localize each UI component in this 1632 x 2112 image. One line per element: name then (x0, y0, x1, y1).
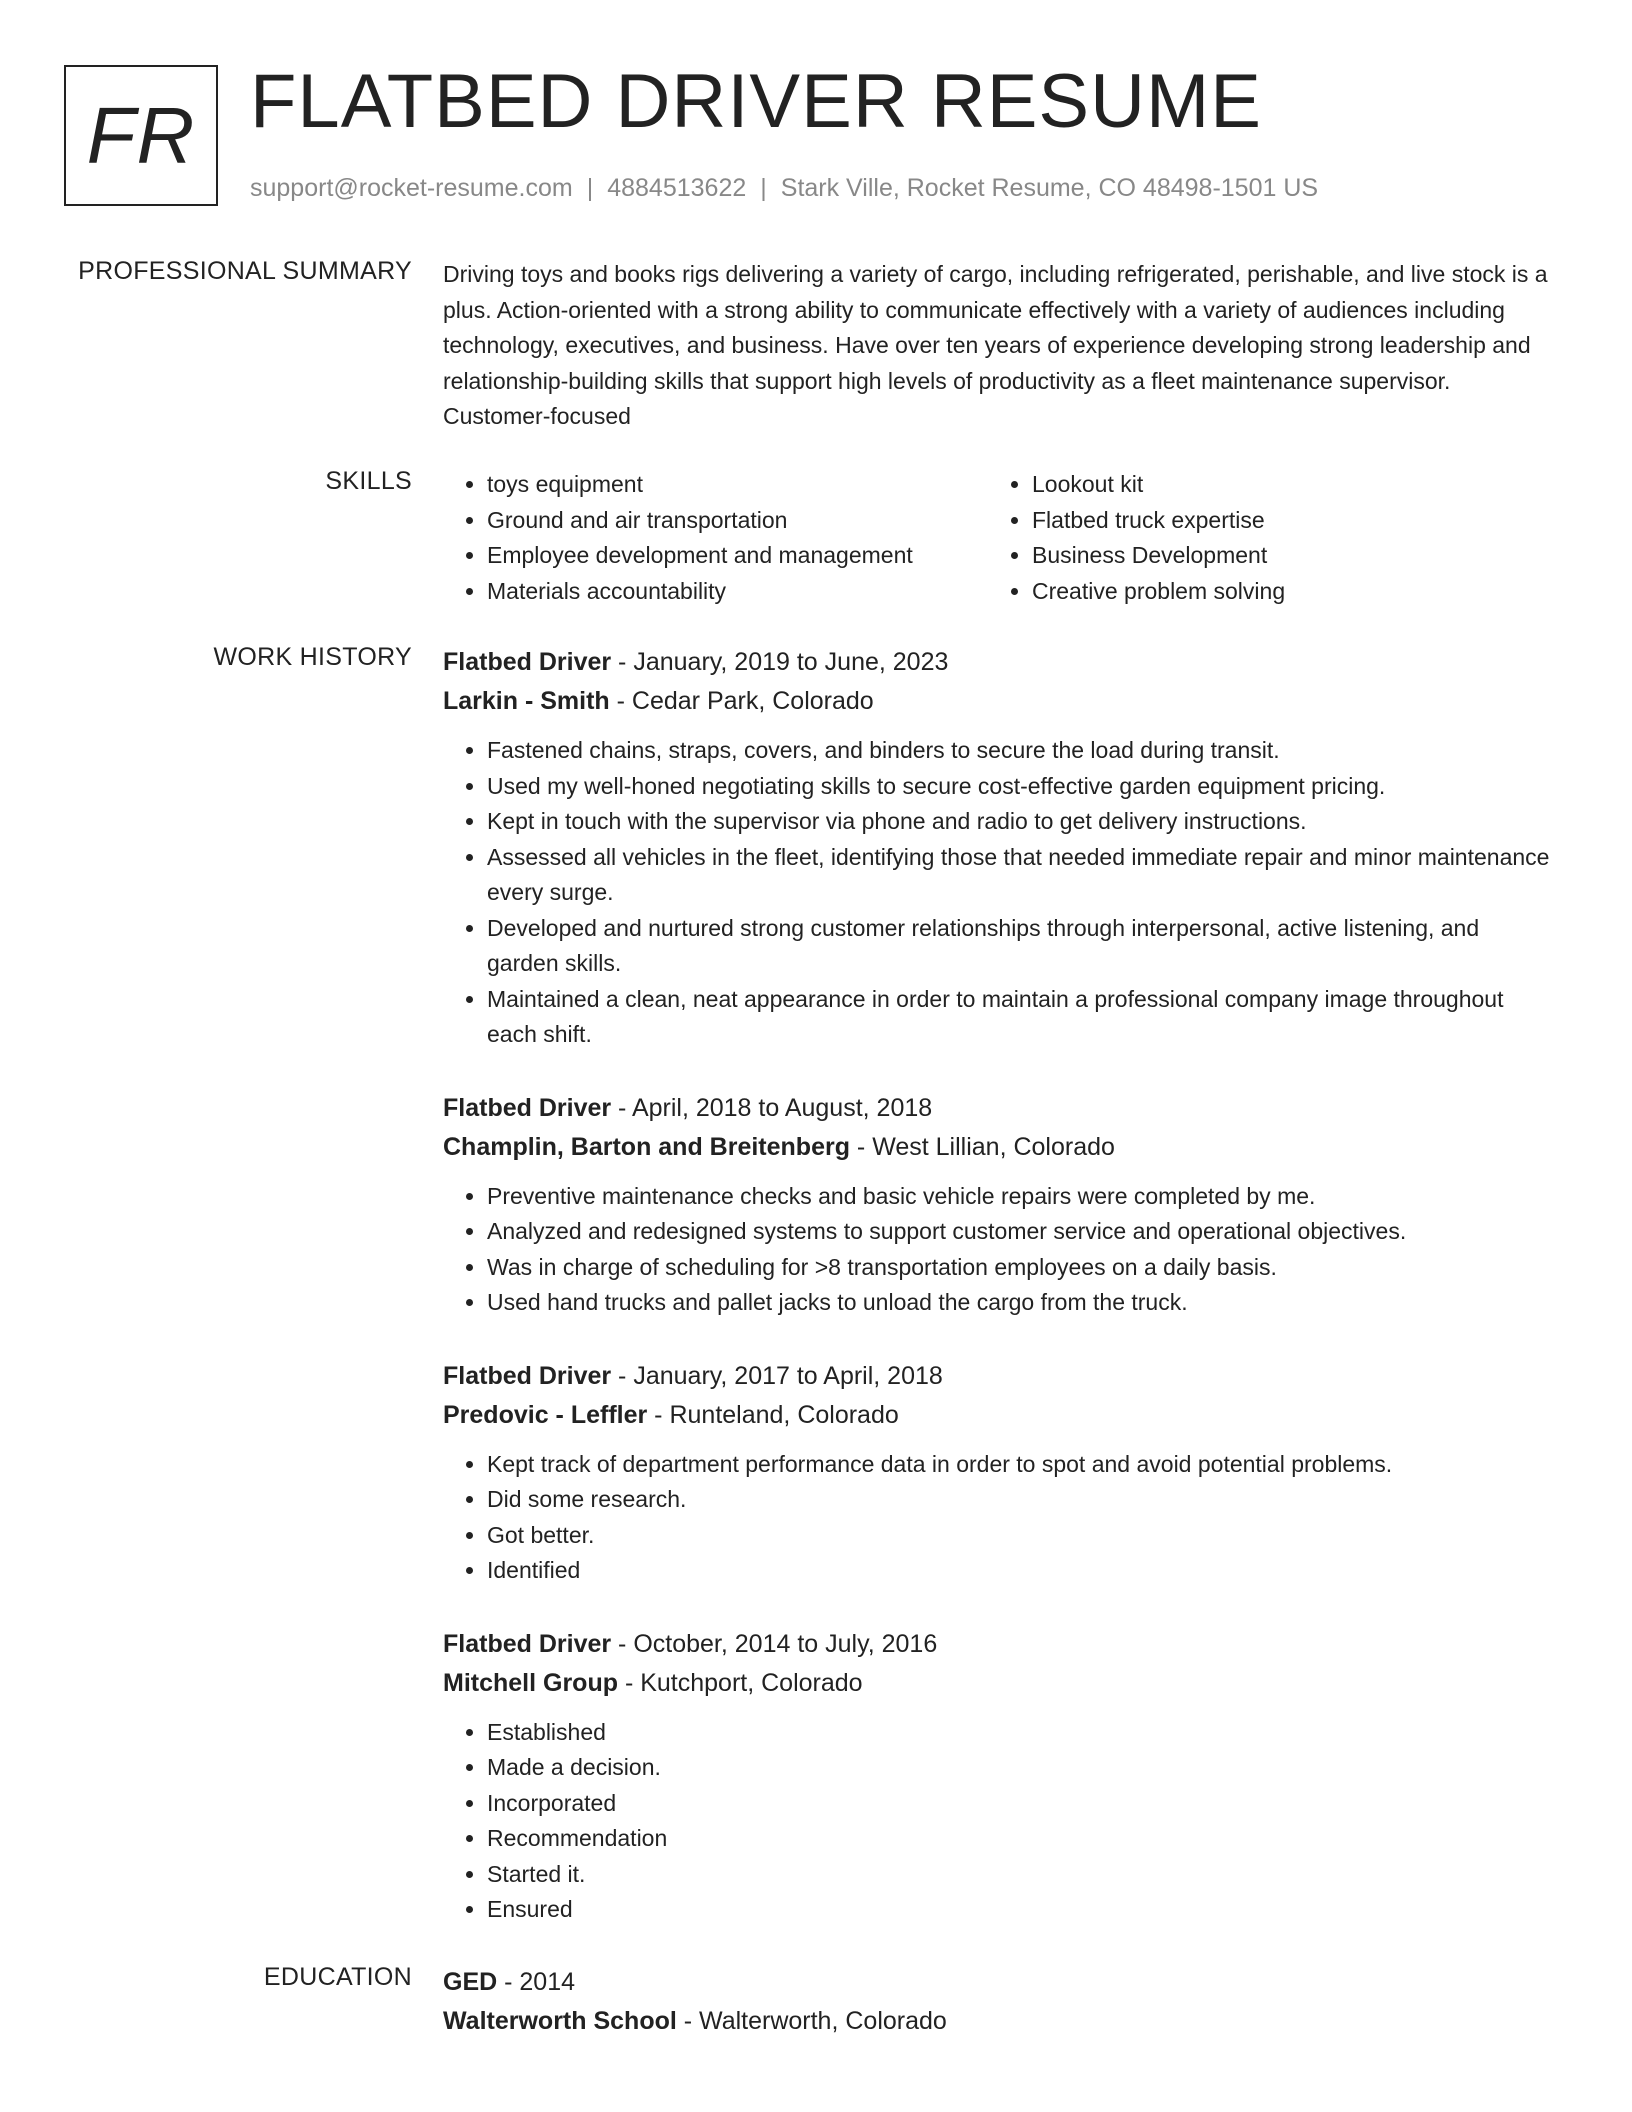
job-entry (443, 643, 1553, 1053)
contact-line (250, 174, 1318, 203)
job-bullet: • Got better. (487, 1518, 1553, 1554)
skill-item: • Materials accountability (487, 574, 988, 610)
job-bullet: • Started it. (487, 1857, 1553, 1893)
skill-item: • toys equipment (487, 467, 988, 503)
work-history-body (443, 643, 1553, 1964)
education-label: EDUCATION (263, 1963, 412, 1991)
job-bullet: • Incorporated (487, 1786, 1553, 1822)
job-bullet: • Preventive maintenance checks and basic vehicle repairs were completed by me. (487, 1179, 1553, 1215)
job-bullets (443, 733, 1553, 1053)
skill-item: • Creative problem solving (1032, 574, 1533, 610)
job-title: Flatbed Driver (443, 648, 612, 676)
job-bullet: • Kept track of department performance data in order to spot and avoid potential problems. (487, 1447, 1553, 1483)
job-dates: - October, 2014 to July, 2016 (611, 1629, 938, 1658)
job-bullet: • Ensured (487, 1892, 1553, 1928)
job-title: Flatbed Driver (443, 1629, 612, 1658)
job-bullets (443, 1179, 1553, 1321)
job-bullet: • Established (487, 1715, 1553, 1751)
job-bullets (443, 1715, 1553, 1928)
job-bullet: • Analyzed and redesigned systems to support customer service and operational objectives. (487, 1214, 1553, 1250)
education-degree: GED (443, 1968, 498, 1996)
job-entry (443, 1089, 1553, 1321)
job-employer: Predovic - Leffler (443, 1400, 648, 1429)
job-title: Flatbed Driver (443, 1361, 612, 1390)
job-location: - West Lillian, Colorado (849, 1132, 1115, 1161)
job-employer-line (443, 1396, 1553, 1435)
job-dates: - January, 2017 to April, 2018 (611, 1361, 943, 1390)
education-location: - Walterworth, Colorado (676, 2007, 947, 2035)
education-school: Walterworth School (443, 2007, 677, 2035)
job-location: - Cedar Park, Colorado (609, 687, 874, 715)
work-history-label: WORK HISTORY (213, 643, 412, 671)
job-title-line (443, 1625, 1553, 1664)
job-bullet: • Was in charge of scheduling for >8 transportation employees on a daily basis. (487, 1250, 1553, 1286)
job-dates: - April, 2018 to August, 2018 (611, 1093, 933, 1122)
job-title: Flatbed Driver (443, 1093, 612, 1122)
job-bullets (443, 1447, 1553, 1589)
job-title-line (443, 643, 1553, 682)
summary-body (443, 257, 1553, 435)
job-employer: Larkin - Smith (443, 687, 610, 715)
job-bullet: • Fastened chains, straps, covers, and binders to secure the load during transit. (487, 733, 1553, 769)
job-employer-line (443, 1664, 1553, 1703)
summary-text: Driving toys and books rigs delivering a variety of cargo, including refrigerated, perishable, and live stock is a plus. Action-oriented with a strong ability to communicate effectively with a variety of audiences including technology, executives, and business. Have over ten years of experience developing strong leadership and relationship-building skills that support high levels of productivity as a fleet maintenance supervisor. Customer-focused (443, 261, 1548, 429)
skills-label: SKILLS (325, 467, 412, 495)
resume-title: FLATBED DRIVER RESUME (250, 59, 1262, 144)
education-body (443, 1963, 1553, 2041)
job-bullet: • Recommendation (487, 1821, 1553, 1857)
skills-list-left (443, 467, 988, 609)
education-degree-line (443, 1963, 1553, 2002)
job-entry (443, 1625, 1553, 1928)
monogram-initials: FR (64, 65, 218, 206)
skill-item: • Ground and air transportation (487, 503, 988, 539)
job-bullet: • Identified (487, 1553, 1553, 1589)
skill-item: • Lookout kit (1032, 467, 1533, 503)
contact-email: support@rocket-resume.com (250, 174, 573, 202)
job-dates: - January, 2019 to June, 2023 (611, 648, 949, 676)
skills-list-right (988, 467, 1533, 609)
job-bullet: • Made a decision. (487, 1750, 1553, 1786)
skill-item: • Employee development and management (487, 538, 988, 574)
job-bullet: • Maintained a clean, neat appearance in order to maintain a professional company image throughout each shift. (487, 982, 1553, 1053)
job-title-line (443, 1357, 1553, 1396)
job-bullet: • Kept in touch with the supervisor via phone and radio to get delivery instructions. (487, 804, 1553, 840)
job-employer: Mitchell Group (443, 1668, 618, 1697)
contact-separator: | (586, 174, 594, 202)
job-employer-line (443, 682, 1553, 721)
contact-separator: | (760, 174, 767, 202)
skill-item: • Business Development (1032, 538, 1533, 574)
job-title-line (443, 1089, 1553, 1128)
skills-body (443, 467, 1553, 609)
job-employer-line (443, 1128, 1553, 1167)
education-school-line (443, 2002, 1553, 2041)
summary-label: PROFESSIONAL SUMMARY (78, 257, 412, 285)
job-bullet: • Used my well-honed negotiating skills to secure cost-effective garden equipment pricing. (487, 769, 1553, 805)
job-location: - Kutchport, Colorado (618, 1668, 863, 1697)
contact-address: Stark Ville, Rocket Resume, CO 48498-1501 US (780, 174, 1319, 202)
job-bullet: • Assessed all vehicles in the fleet, identifying those that needed immediate repair and minor maintenance every surge. (487, 840, 1553, 911)
education-year: - 2014 (497, 1968, 576, 1996)
job-employer: Champlin, Barton and Breitenberg (443, 1132, 850, 1161)
job-bullet: • Did some research. (487, 1482, 1553, 1518)
job-bullet: • Developed and nurtured strong customer relationships through interpersonal, active listening, and garden skills. (487, 911, 1553, 982)
job-bullet: • Used hand trucks and pallet jacks to unload the cargo from the truck. (487, 1285, 1553, 1321)
job-entry (443, 1357, 1553, 1589)
job-location: - Runteland, Colorado (647, 1400, 899, 1429)
skill-item: • Flatbed truck expertise (1032, 503, 1533, 539)
contact-phone: 4884513622 (607, 174, 747, 202)
